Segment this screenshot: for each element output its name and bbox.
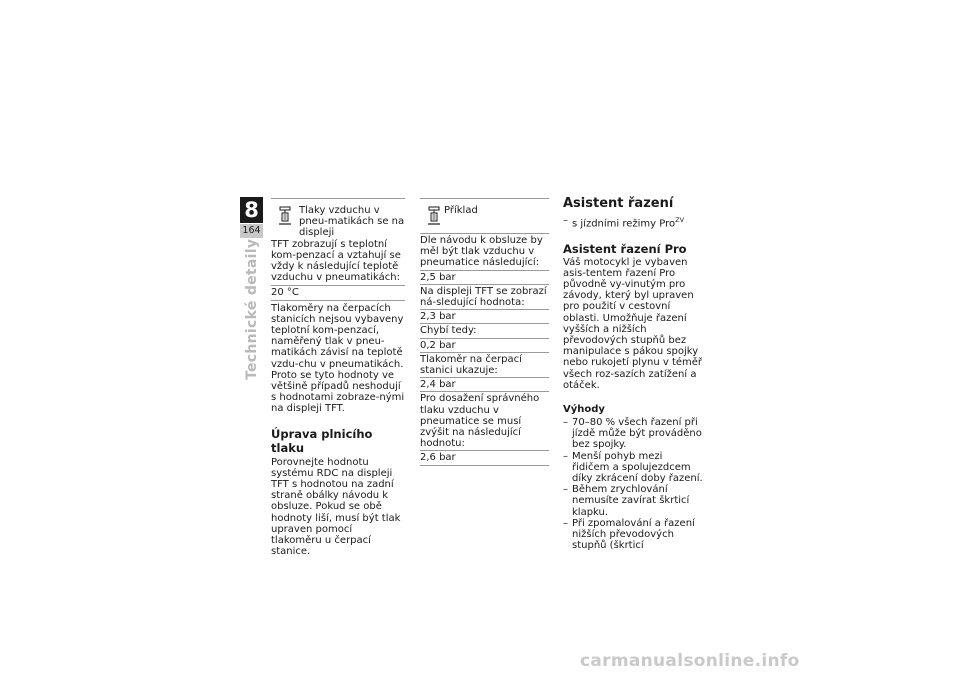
column-2 <box>420 198 549 466</box>
column-3 <box>563 196 703 551</box>
chapter-side-title: Technické detaily <box>244 238 260 380</box>
example-header <box>420 199 549 233</box>
section-title-shift-assistant: Asistent řazení <box>563 196 674 211</box>
mode-list <box>563 215 703 230</box>
column-1 <box>271 198 405 557</box>
tire-pressure-gauge-icon <box>427 206 441 226</box>
note-value: 20 °C <box>271 285 405 299</box>
tire-pressure-note <box>271 198 405 301</box>
example-row: Dle návodu k obsluze by měl být tlak vzduchu v pneumatice následující: <box>420 233 549 270</box>
subtitle-shift-assistant-pro: Asistent řazení Pro <box>563 241 687 256</box>
example-row: 2,6 bar <box>420 450 549 464</box>
pressure-adjust-text: Porovnejte hodnotu systému RDC na displeji TFT s hodnotou na zadní straně obálky návodu k obsluze. Pokud se obě hodnoty liší, musí být tlak upraven pomocí tlakoměru u čerpací stanice. <box>271 456 401 558</box>
example-row: 2,3 bar <box>420 309 549 323</box>
example-title: Příklad <box>444 205 478 216</box>
tire-pressure-gauge-icon <box>278 206 292 226</box>
example-row: Pro dosažení správného tlaku vzduchu v pneumatice se musí zvýšit na následující hodnotu: <box>420 391 549 450</box>
note-body: TFT zobrazují s teplotní kom-penzací a vztahují se vždy k následující teplotě vzduchu v pneumatikách: <box>271 238 401 284</box>
benefits-list <box>563 417 703 551</box>
example-row: 0,2 bar <box>420 338 549 352</box>
note-title: Tlaky vzduchu v pneu-matikách se na displeji <box>299 205 405 239</box>
note-header <box>271 199 405 239</box>
page-number: 164 <box>240 224 263 238</box>
chapter-number: 8 <box>240 197 263 223</box>
mode-superscript: ZV <box>675 216 685 224</box>
example-row: 2,5 bar <box>420 270 549 284</box>
example-row: Na displeji TFT se zobrazí ná-sledující hodnota: <box>420 284 549 309</box>
mode-line: – s jízdními režimy Pro$^{ZV}$ <box>563 215 703 230</box>
section-heading-pressure-adjust: Úprava plnicího tlaku <box>271 426 373 455</box>
benefit-item: – Menší pohyb mezi řidičem a spolujezdcem díky zkrácení doby řazení. <box>563 451 703 485</box>
example-row: 2,4 bar <box>420 377 549 391</box>
example-row: Chybí tedy: <box>420 323 549 337</box>
benefit-item: – 70–80 % všech řazení při jízdě může být prováděno bez spojky. <box>563 417 703 451</box>
watermark: carmanualsonline.info <box>580 651 800 671</box>
example-table <box>420 198 549 466</box>
example-row: Tlakoměr na čerpací stanici ukazuje: <box>420 352 549 377</box>
benefits-heading: Výhody <box>563 403 605 415</box>
benefit-item: – Při zpomalování a řazení nižších převodových stupňů (škrticí <box>563 518 703 552</box>
benefit-item: – Během zrychlování nemusíte zavírat škrticí klapku. <box>563 484 703 518</box>
shift-assistant-description: Váš motocykl je vybaven asis-tentem řazení Pro původně vy-vinutým pro závody, který byl upraven pro použití v cestovní oblasti. Umožňuje řazení vyšších a nižších převodových stupňů bez manipulace s pákou spojky nebo rukojetí plynu v téměř všech roz-sazích zatížení a otáček. <box>563 256 703 391</box>
pressure-explanation: Tlakoměry na čerpacích stanicích nejsou vybaveny teplotní kom-penzací, naměřený tlak v pneu-matikách závisí na teplotě vzdu-chu v pneumatikách. Proto se tyto hodnoty ve většině případů neshodují s hodnotami zobraze-nými na displeji TFT. <box>271 302 405 415</box>
